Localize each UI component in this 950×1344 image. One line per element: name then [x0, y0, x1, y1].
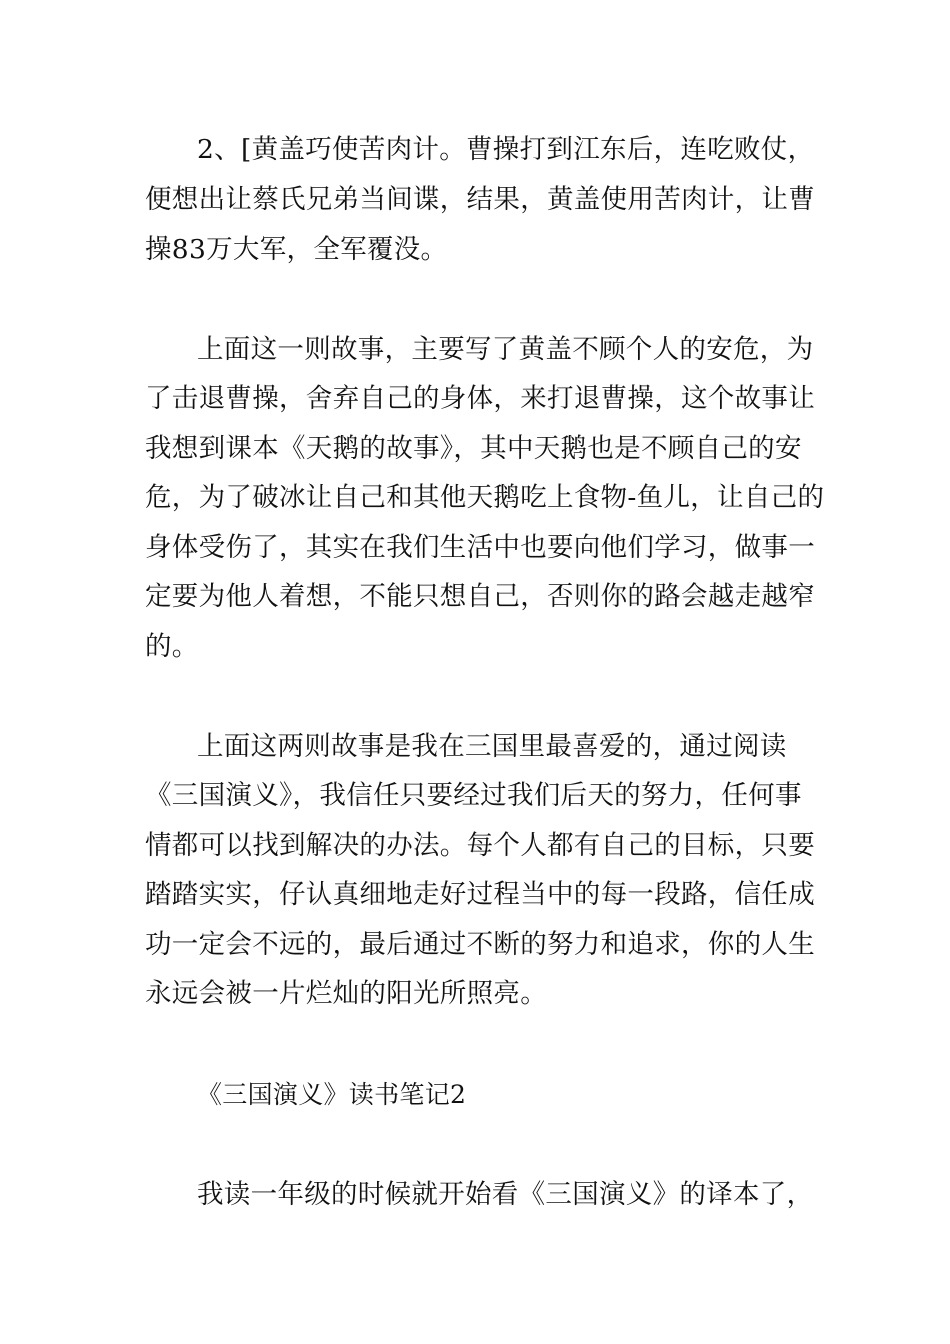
- paragraph-1-line-3: 操83万大军，全军覆没。: [145, 234, 448, 265]
- paragraph-2-line-4: 危，为了破冰让自己和其他天鹅吃上食物-鱼儿，让自己的: [145, 482, 825, 513]
- paragraph-1-line-2: 便想出让蔡氏兄弟当间谍，结果，黄盖使用苦肉计，让曹: [145, 184, 815, 215]
- paragraph-3-line-2: 《三国演义》，我信任只要经过我们后天的努力，任何事: [145, 780, 802, 811]
- paragraph-3-line-1: 上面这两则故事是我在三国里最喜爱的，通过阅读: [197, 731, 787, 762]
- paragraph-1-line-1: 2、[黄盖巧使苦肉计。曹操打到江东后，连吃败仗，: [197, 134, 815, 165]
- paragraph-2-line-6: 定要为他人着想，不能只想自己，否则你的路会越走越窄: [145, 581, 815, 612]
- paragraph-3-line-6: 永远会被一片烂灿的阳光所照亮。: [145, 978, 547, 1009]
- paragraph-3-line-5: 功一定会不远的，最后通过不断的努力和追求，你的人生: [145, 929, 815, 960]
- paragraph-2-line-1: 上面这一则故事，主要写了黄盖不顾个人的安危，为: [197, 334, 814, 365]
- paragraph-2-line-3: 我想到课本《天鹅的故事》，其中天鹅也是不顾自己的安: [145, 433, 802, 464]
- paragraph-2-line-5: 身体受伤了，其实在我们生活中也要向他们学习，做事一: [145, 532, 815, 563]
- section-heading: 《三国演义》读书笔记2: [197, 1080, 467, 1109]
- paragraph-3-line-3: 情都可以找到解决的办法。每个人都有自己的目标，只要: [145, 830, 815, 861]
- paragraph-4-line-1: 我读一年级的时候就开始看《三国演义》的译本了，: [197, 1179, 814, 1210]
- paragraph-3-line-4: 踏踏实实，仔认真细地走好过程当中的每一段路，信任成: [145, 879, 815, 910]
- paragraph-2-line-2: 了击退曹操，舍弃自己的身体，来打退曹操，这个故事让: [145, 383, 815, 414]
- paragraph-2-line-7: 的。: [145, 631, 199, 662]
